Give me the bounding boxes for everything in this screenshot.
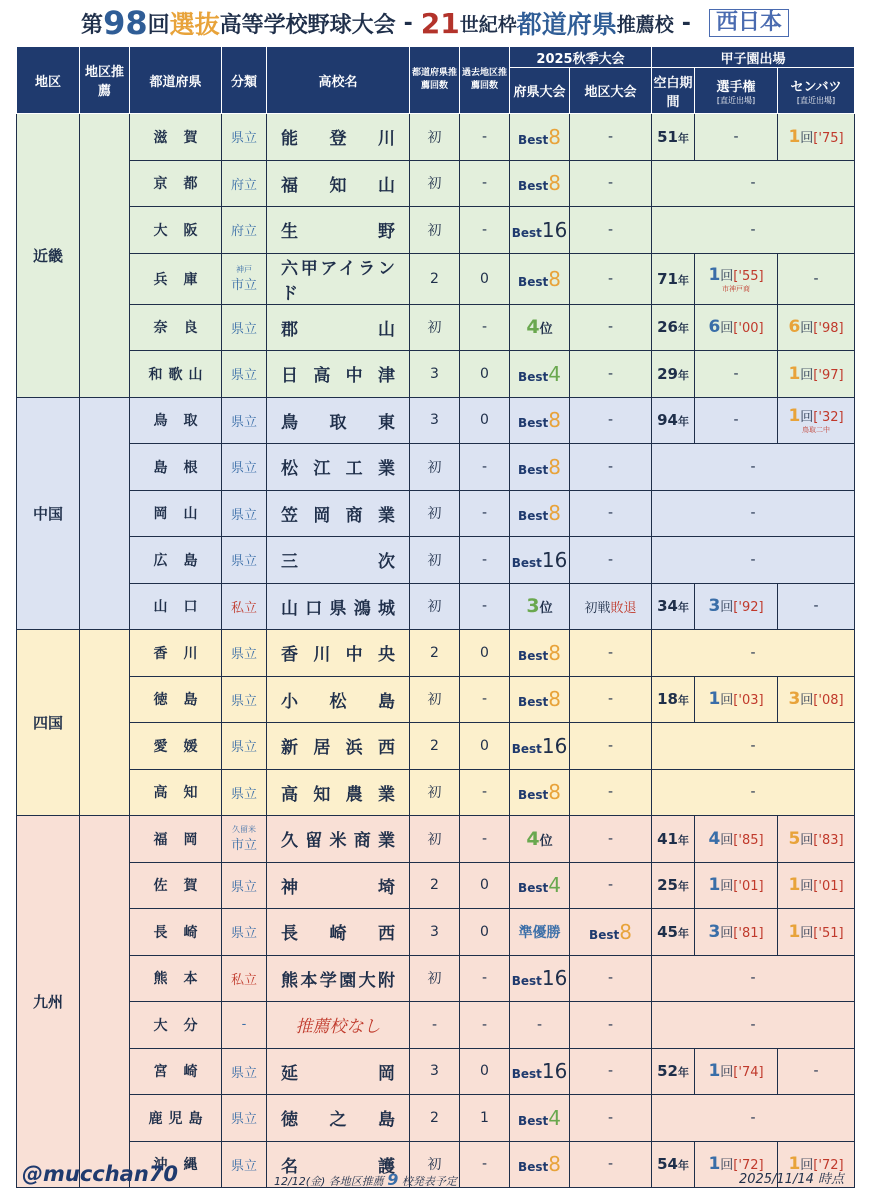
table-row <box>17 583 855 630</box>
autumn-region-result: Best8 <box>570 909 652 956</box>
past-region-count: 1 <box>460 1095 510 1142</box>
autumn-pref-result: - <box>510 1002 570 1049</box>
table-row <box>17 253 855 304</box>
header-gap: 空白期間 <box>652 68 695 114</box>
category-cell: 県立 <box>222 444 267 491</box>
autumn-pref-result: Best8 <box>510 769 570 816</box>
autumn-pref-result: Best16 <box>510 955 570 1002</box>
koshien-none: - <box>652 160 855 207</box>
autumn-region-result: - <box>570 114 652 161</box>
autumn-region-result: - <box>570 1048 652 1095</box>
autumn-region-result: - <box>570 676 652 723</box>
gap-years: 94年 <box>652 397 695 444</box>
header-summer: 選手権 [直近出場] <box>695 68 778 114</box>
spring-record: - <box>778 253 855 304</box>
gap-years: 52年 <box>652 1048 695 1095</box>
pref-count: 2 <box>410 1095 460 1142</box>
school-name: 三次 <box>267 537 410 584</box>
autumn-region-result: - <box>570 816 652 863</box>
header-category: 分類 <box>222 47 267 114</box>
region-cell: 近畿 <box>17 114 80 398</box>
koshien-none: - <box>652 1095 855 1142</box>
autumn-region-result: - <box>570 862 652 909</box>
category-cell: 県立 <box>222 909 267 956</box>
table-row <box>17 630 855 677</box>
school-name: 郡山 <box>267 304 410 351</box>
autumn-region-result: - <box>570 1095 652 1142</box>
chiku-suisen-cell <box>80 114 130 398</box>
pref-cell: 滋賀 <box>130 114 222 161</box>
past-region-count: - <box>460 114 510 161</box>
pref-count: 3 <box>410 909 460 956</box>
pref-count: 初 <box>410 583 460 630</box>
pref-count: 初 <box>410 955 460 1002</box>
category-cell: 県立 <box>222 490 267 537</box>
school-name: 推薦校なし <box>267 1002 410 1049</box>
header-spring: センバツ [直近出場] <box>778 68 855 114</box>
table-row <box>17 769 855 816</box>
past-region-count: - <box>460 304 510 351</box>
school-name: 新居浜西 <box>267 723 410 770</box>
pref-count: 初 <box>410 769 460 816</box>
region-cell: 中国 <box>17 397 80 630</box>
pref-cell: 沖縄 <box>130 1141 222 1188</box>
past-region-count: 0 <box>460 909 510 956</box>
autumn-pref-result: Best8 <box>510 160 570 207</box>
past-region-count: 0 <box>460 253 510 304</box>
pref-count: - <box>410 1002 460 1049</box>
pref-cell: 奈良 <box>130 304 222 351</box>
school-name: 香川中央 <box>267 630 410 677</box>
summer-record: 3回['92] <box>695 583 778 630</box>
table-row <box>17 490 855 537</box>
pref-count: 初 <box>410 114 460 161</box>
gap-years: 41年 <box>652 816 695 863</box>
category-cell: 県立 <box>222 114 267 161</box>
summer-record: 4回['85] <box>695 816 778 863</box>
autumn-region-result: - <box>570 630 652 677</box>
summer-record: - <box>695 114 778 161</box>
table-row <box>17 397 855 444</box>
table-row <box>17 676 855 723</box>
pref-cell: 熊本 <box>130 955 222 1002</box>
autumn-pref-result: Best4 <box>510 862 570 909</box>
school-name: 日高中津 <box>267 351 410 398</box>
category-cell: 県立 <box>222 723 267 770</box>
past-region-count: - <box>460 444 510 491</box>
school-name: 福知山 <box>267 160 410 207</box>
category-cell: 県立 <box>222 769 267 816</box>
pref-cell: 島根 <box>130 444 222 491</box>
category-cell: - <box>222 1002 267 1049</box>
pref-count: 初 <box>410 304 460 351</box>
category-cell: 久留米 市立 <box>222 816 267 863</box>
gap-years: 54年 <box>652 1141 695 1188</box>
header-region: 地区 <box>17 47 80 114</box>
school-table <box>16 46 855 1188</box>
autumn-region-result: - <box>570 207 652 254</box>
gap-years: 26年 <box>652 304 695 351</box>
autumn-pref-result: Best4 <box>510 1095 570 1142</box>
pref-cell: 福岡 <box>130 816 222 863</box>
chiku-suisen-cell <box>80 630 130 816</box>
pref-cell: 鹿児島 <box>130 1095 222 1142</box>
author-handle: @mucchan70 <box>22 1162 179 1186</box>
pref-count: 初 <box>410 676 460 723</box>
school-name: 六甲アイランド <box>267 253 410 304</box>
pref-cell: 山口 <box>130 583 222 630</box>
spring-record: - <box>778 1048 855 1095</box>
school-name: 徳之島 <box>267 1095 410 1142</box>
gap-years: 18年 <box>652 676 695 723</box>
region-badge: 西日本 <box>709 9 789 37</box>
category-cell: 県立 <box>222 351 267 398</box>
school-name: 松江工業 <box>267 444 410 491</box>
pref-count: 初 <box>410 444 460 491</box>
school-name: 名護 <box>267 1141 410 1188</box>
summer-record: 3回['81] <box>695 909 778 956</box>
table-row <box>17 207 855 254</box>
autumn-region-result: - <box>570 444 652 491</box>
table-row <box>17 862 855 909</box>
pref-cell: 大阪 <box>130 207 222 254</box>
koshien-none: - <box>652 723 855 770</box>
header-chiku-suisen: 地区推薦 <box>80 47 130 114</box>
pref-count: 初 <box>410 490 460 537</box>
past-region-count: 0 <box>460 351 510 398</box>
pref-cell: 兵庫 <box>130 253 222 304</box>
past-region-count: - <box>460 583 510 630</box>
category-cell: 神戸 市立 <box>222 253 267 304</box>
past-region-count: - <box>460 1141 510 1188</box>
pref-cell: 長崎 <box>130 909 222 956</box>
pref-count: 3 <box>410 397 460 444</box>
spring-record: - <box>778 583 855 630</box>
gap-years: 51年 <box>652 114 695 161</box>
past-region-count: 0 <box>460 1048 510 1095</box>
category-cell: 府立 <box>222 160 267 207</box>
past-region-count: 0 <box>460 862 510 909</box>
summer-record: 1回['55] 市神戸商 <box>695 253 778 304</box>
header-pref: 都道府県 <box>130 47 222 114</box>
header-pref-count: 都道府県推薦回数 <box>410 47 460 114</box>
spring-record: 1回['01] <box>778 862 855 909</box>
school-name: 鳥取東 <box>267 397 410 444</box>
header-autumn: 2025秋季大会 <box>510 47 652 68</box>
school-name: 久留米商業 <box>267 816 410 863</box>
past-region-count: - <box>460 769 510 816</box>
koshien-none: - <box>652 490 855 537</box>
autumn-region-result: - <box>570 397 652 444</box>
koshien-none: - <box>652 630 855 677</box>
summer-record: 1回['01] <box>695 862 778 909</box>
region-cell: 九州 <box>17 816 80 1188</box>
category-cell: 県立 <box>222 1048 267 1095</box>
table-row <box>17 160 855 207</box>
school-name: 能登川 <box>267 114 410 161</box>
autumn-region-result: - <box>570 160 652 207</box>
spring-record: 1回['32] 鳥取二中 <box>778 397 855 444</box>
autumn-pref-result: 3位 <box>510 583 570 630</box>
autumn-pref-result: Best16 <box>510 207 570 254</box>
autumn-region-result: 初戦敗退 <box>570 583 652 630</box>
school-name: 神埼 <box>267 862 410 909</box>
category-cell: 県立 <box>222 397 267 444</box>
past-region-count: - <box>460 816 510 863</box>
koshien-none: - <box>652 955 855 1002</box>
table-row <box>17 1095 855 1142</box>
summer-record: - <box>695 351 778 398</box>
summer-record: 1回['74] <box>695 1048 778 1095</box>
koshien-none: - <box>652 444 855 491</box>
pref-cell: 広島 <box>130 537 222 584</box>
school-name: 小松島 <box>267 676 410 723</box>
announcement-note: 12/12(金) 各地区推薦 9 校発表予定 <box>274 1170 457 1189</box>
past-region-count: - <box>460 537 510 584</box>
table-row <box>17 444 855 491</box>
past-region-count: - <box>460 160 510 207</box>
category-cell: 県立 <box>222 630 267 677</box>
past-region-count: - <box>460 1002 510 1049</box>
past-region-count: 0 <box>460 723 510 770</box>
table-row <box>17 816 855 863</box>
autumn-pref-result: 準優勝 <box>510 909 570 956</box>
spring-record: 3回['08] <box>778 676 855 723</box>
table-row <box>17 537 855 584</box>
autumn-pref-result: 4位 <box>510 304 570 351</box>
spring-record: 1回['75] <box>778 114 855 161</box>
pref-cell: 宮崎 <box>130 1048 222 1095</box>
table-row <box>17 723 855 770</box>
school-name: 笠岡商業 <box>267 490 410 537</box>
category-cell: 府立 <box>222 207 267 254</box>
pref-count: 初 <box>410 537 460 584</box>
autumn-pref-result: Best16 <box>510 723 570 770</box>
table-row <box>17 1002 855 1049</box>
school-name: 長崎西 <box>267 909 410 956</box>
category-cell: 私立 <box>222 583 267 630</box>
autumn-region-result: - <box>570 490 652 537</box>
chiku-suisen-cell <box>80 816 130 1188</box>
autumn-pref-result: Best4 <box>510 351 570 398</box>
header-autumn-region: 地区大会 <box>570 68 652 114</box>
spring-record: 1回['97] <box>778 351 855 398</box>
school-name: 山口県鴻城 <box>267 583 410 630</box>
autumn-region-result: - <box>570 769 652 816</box>
pref-count: 2 <box>410 862 460 909</box>
pref-count: 2 <box>410 253 460 304</box>
spring-record: 1回['51] <box>778 909 855 956</box>
chiku-suisen-cell <box>80 397 130 630</box>
past-region-count: - <box>460 490 510 537</box>
past-region-count: 0 <box>460 397 510 444</box>
summer-record: 1回['03] <box>695 676 778 723</box>
category-cell: 県立 <box>222 304 267 351</box>
autumn-pref-result: Best8 <box>510 397 570 444</box>
summer-record: - <box>695 397 778 444</box>
pref-count: 初 <box>410 207 460 254</box>
summer-record: 6回['00] <box>695 304 778 351</box>
table-row <box>17 909 855 956</box>
autumn-pref-result: Best8 <box>510 676 570 723</box>
pref-cell: 香川 <box>130 630 222 677</box>
table-row <box>17 955 855 1002</box>
pref-cell: 大分 <box>130 1002 222 1049</box>
past-region-count: - <box>460 207 510 254</box>
pref-count: 2 <box>410 723 460 770</box>
school-name: 熊本学園大附 <box>267 955 410 1002</box>
past-region-count: - <box>460 676 510 723</box>
school-name: 高知農業 <box>267 769 410 816</box>
header-past-region: 過去地区推薦回数 <box>460 47 510 114</box>
autumn-region-result: - <box>570 1141 652 1188</box>
header-koshien: 甲子園出場 <box>652 47 855 68</box>
table-row <box>17 351 855 398</box>
autumn-region-result: - <box>570 537 652 584</box>
koshien-none: - <box>652 207 855 254</box>
autumn-pref-result: Best8 <box>510 490 570 537</box>
autumn-pref-result: Best16 <box>510 537 570 584</box>
page-title: 第 98 回 選抜 高等学校野球大会 - 21 世紀枠 都道府県 推薦校 - 西日本 <box>0 0 870 46</box>
autumn-region-result: - <box>570 955 652 1002</box>
pref-cell: 京都 <box>130 160 222 207</box>
pref-count: 2 <box>410 630 460 677</box>
category-cell: 県立 <box>222 1095 267 1142</box>
pref-count: 初 <box>410 160 460 207</box>
pref-cell: 鳥取 <box>130 397 222 444</box>
table-row <box>17 304 855 351</box>
category-cell: 県立 <box>222 537 267 584</box>
autumn-region-result: - <box>570 723 652 770</box>
autumn-region-result: - <box>570 304 652 351</box>
table-row <box>17 1048 855 1095</box>
pref-count: 初 <box>410 816 460 863</box>
spring-record: 1回['72] <box>778 1141 855 1188</box>
category-cell: 私立 <box>222 955 267 1002</box>
summer-record: 1回['72] <box>695 1141 778 1188</box>
spring-record: 6回['98] <box>778 304 855 351</box>
autumn-region-result: - <box>570 351 652 398</box>
pref-count: 3 <box>410 351 460 398</box>
pref-count: 3 <box>410 1048 460 1095</box>
table-row <box>17 114 855 161</box>
region-cell: 四国 <box>17 630 80 816</box>
category-cell: 県立 <box>222 862 267 909</box>
gap-years: 71年 <box>652 253 695 304</box>
header-school: 高校名 <box>267 47 410 114</box>
koshien-none: - <box>652 769 855 816</box>
koshien-none: - <box>652 537 855 584</box>
gap-years: 45年 <box>652 909 695 956</box>
header-autumn-pref: 府県大会 <box>510 68 570 114</box>
autumn-region-result: - <box>570 1002 652 1049</box>
autumn-pref-result: Best8 <box>510 1141 570 1188</box>
autumn-pref-result: 4位 <box>510 816 570 863</box>
pref-cell: 徳島 <box>130 676 222 723</box>
autumn-pref-result: Best8 <box>510 444 570 491</box>
pref-count: 初 <box>410 1141 460 1188</box>
past-region-count: - <box>460 955 510 1002</box>
footer <box>16 1162 854 1190</box>
autumn-pref-result: Best16 <box>510 1048 570 1095</box>
school-name: 延岡 <box>267 1048 410 1095</box>
spring-record: 5回['83] <box>778 816 855 863</box>
pref-cell: 高知 <box>130 769 222 816</box>
past-region-count: 0 <box>460 630 510 677</box>
category-cell: 県立 <box>222 676 267 723</box>
pref-cell: 和歌山 <box>130 351 222 398</box>
gap-years: 25年 <box>652 862 695 909</box>
autumn-pref-result: Best8 <box>510 114 570 161</box>
gap-years: 34年 <box>652 583 695 630</box>
gap-years: 29年 <box>652 351 695 398</box>
as-of-date: 2025/11/14 時点 <box>738 1172 844 1187</box>
autumn-region-result: - <box>570 253 652 304</box>
autumn-pref-result: Best8 <box>510 630 570 677</box>
koshien-none: - <box>652 1002 855 1049</box>
school-name: 生野 <box>267 207 410 254</box>
pref-cell: 佐賀 <box>130 862 222 909</box>
autumn-pref-result: Best8 <box>510 253 570 304</box>
category-cell: 県立 <box>222 1141 267 1188</box>
pref-cell: 愛媛 <box>130 723 222 770</box>
pref-cell: 岡山 <box>130 490 222 537</box>
